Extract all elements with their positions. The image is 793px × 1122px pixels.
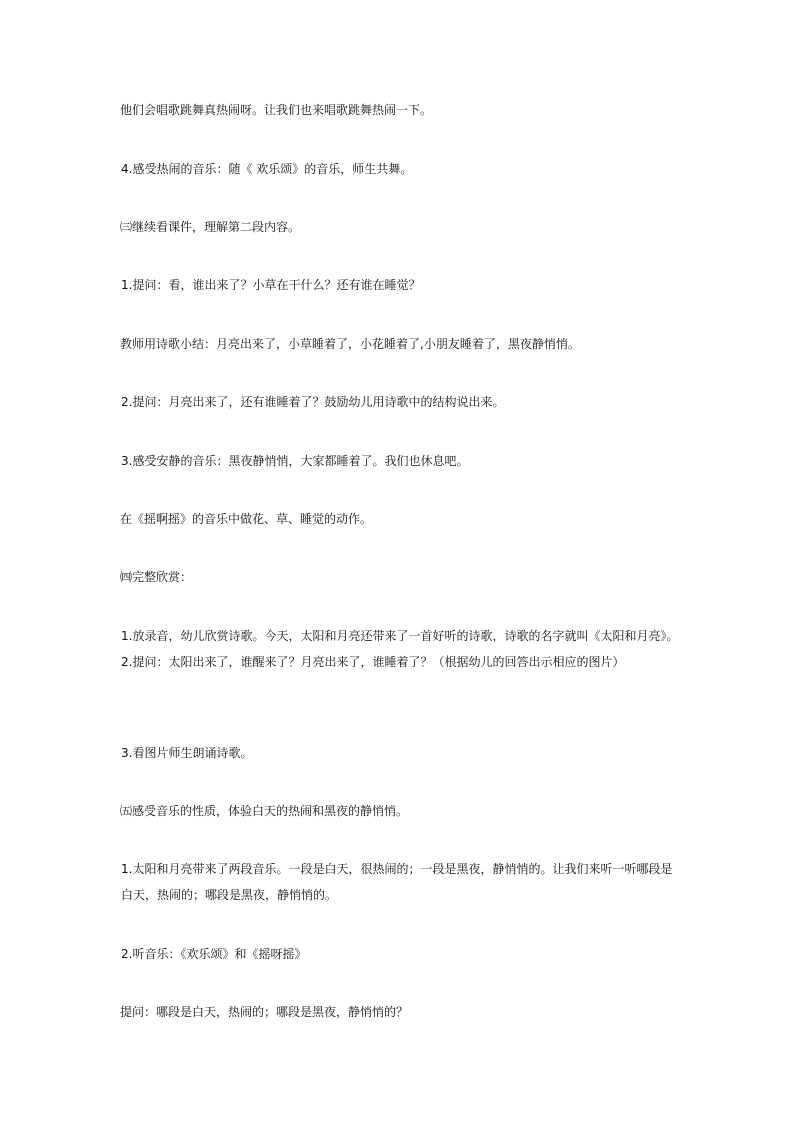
paragraph-final-question: 提问：哪段是白天，热闹的；哪段是黑夜，静悄悄的？	[120, 1005, 409, 1019]
section-heading-3: ㈢继续看课件，理解第二段内容。	[120, 220, 301, 234]
paragraph-listen: 2.听音乐：《欢乐颂》和《摇呀摇》	[121, 947, 307, 961]
paragraph-two-music: 1.太阳和月亮带来了两段音乐。一段是白天，很热闹的；一段是黑夜，静悄悄的。让我们来听一听哪段是白天，热闹的；哪段是黑夜，静悄悄的。	[121, 862, 673, 902]
paragraph-intro: 他们会唱歌跳舞真热闹呀。让我们也来唱歌跳舞热闹一下。	[120, 103, 433, 117]
paragraph-question-2: 2.提问：月亮出来了，还有谁睡着了？鼓励幼儿用诗歌中的结构说出来。	[121, 395, 505, 409]
section-heading-4: ㈣完整欣赏：	[120, 570, 193, 584]
section-heading-5: ㈤感受音乐的性质，体验白天的热闹和黑夜的静悄悄。	[120, 804, 409, 818]
paragraph-recite: 3.看图片师生朗诵诗歌。	[121, 746, 253, 760]
paragraph-question-1: 1.提问：看，谁出来了？小草在干什么？还有谁在睡觉？	[121, 278, 421, 292]
paragraph-quiet-music: 3.感受安静的音乐：黑夜静悄悄，大家都睡着了。我们也休息吧。	[121, 454, 469, 468]
paragraph-full-appreciation: 1.放录音，幼儿欣赏诗歌。今天，太阳和月亮还带来了一首好听的诗歌，诗歌的名字就叫《太阳和月亮》。 2.提问：太阳出来了，谁醒来了？月亮出来了，谁睡着了？（根据幼儿的回答出示相应的图片）	[121, 629, 685, 669]
paragraph-actions: 在《摇啊摇》的音乐中做花、草、睡觉的动作。	[120, 512, 373, 526]
paragraph-teacher-summary: 教师用诗歌小结：月亮出来了，小草睡着了，小花睡着了,小朋友睡着了，黑夜静悄悄。	[120, 337, 580, 351]
paragraph-step-4: 4.感受热闹的音乐：随《 欢乐颂》的音乐，师生共舞。	[121, 162, 413, 176]
